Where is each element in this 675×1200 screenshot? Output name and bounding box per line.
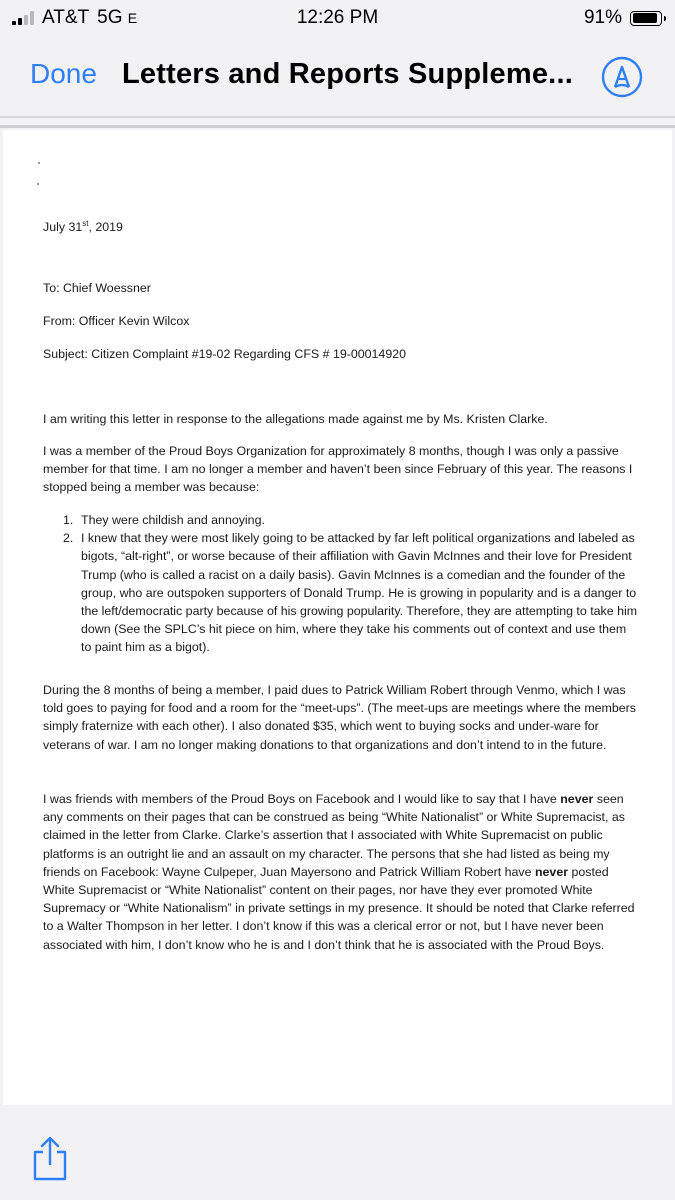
date-text: July 31 — [43, 220, 83, 235]
date-suffix: st — [82, 219, 89, 228]
paragraph-facebook-bold2: never — [534, 864, 569, 879]
scan-speck — [38, 162, 40, 164]
done-button[interactable]: Done — [30, 58, 97, 89]
reasons-list — [43, 511, 638, 657]
battery-fill — [633, 13, 658, 23]
network-suffix: E — [127, 10, 138, 26]
network-label: 5G — [97, 7, 123, 28]
battery-percent: 91% — [583, 7, 622, 28]
paragraph-membership: I was a member of the Proud Boys Organization for approximately 8 months, though I was only a passive member for that time. I am no longer a member and haven’t been since February of this year. The reasons I stopped being a member was because: — [43, 444, 633, 495]
markup-pen-icon[interactable] — [601, 56, 643, 98]
letter-subject: Subject: Citizen Complaint #19-02 Regarding CFS # 19-00014920 — [43, 347, 406, 361]
document-title: Letters and Reports Suppleme... — [122, 58, 573, 90]
page-top-edge — [0, 125, 675, 128]
letter-from: From: Officer Kevin Wilcox — [43, 314, 190, 328]
paragraph-facebook-bold1: never — [560, 792, 594, 806]
status-bar — [0, 0, 675, 36]
letter-to: To: Chief Woessner — [43, 281, 151, 295]
status-right — [584, 7, 662, 29]
battery-icon — [630, 11, 662, 26]
paragraph-facebook-part1: I was friends with members of the Proud Boys on Facebook and I would like to say that I have — [43, 792, 561, 806]
status-time: 12:26 PM — [296, 7, 379, 28]
paragraph-facebook-part3: posted White Supremacist or “White Nationalist” content on their pages, nor have they ever promoted White Supremacy or “White Nationalism” in private settings in my presence. It should be noted that Clarke referred to a Walter Thompson in her letter. I don’t know if this was a clerical error or not, but I have never been associated with him, I don’t know who he is and I don’t think that he is associated with the Proud Boys. — [43, 864, 635, 952]
paragraph-dues: During the 8 months of being a member, I paid dues to Patrick William Robert through Venmo, which I was told goes to paying for food and a room for the “meet-ups”. (The meet-ups are meetings where the members simply fraternize with each other). I also donated $35, which went to buying socks and under-ware for veterans of war. I am no longer making donations to that organizations and don’t intend to in the future. — [43, 683, 636, 752]
carrier-label: AT&T — [42, 7, 90, 28]
list-text: I knew that they were most likely going to be attacked by far left political organizations and labeled as bigots, “alt-right”, or worse because of their affiliation with Gavin McInnes and their love for President Trump (who is called a racist on a daily basis). Gavin McInnes is a comedian and the founder of the group, who are outspoken supporters of Donald Trump. He is growing in popularity and is a danger to the left/democratic party because of his growing popularity. Therefore, they are attempting to take him down (See the SPLC’s hit piece on him, where they take his comments out of context and use them to paint him as a bigot). — [81, 531, 638, 655]
scan-speck — [37, 183, 39, 185]
paragraph-facebook — [43, 790, 638, 954]
paragraph-intro: I am writing this letter in response to the allegations made against me by Ms. Kristen Clarke. — [43, 412, 548, 426]
navigation-bar — [0, 36, 675, 116]
letter-date — [43, 215, 123, 236]
list-item — [43, 511, 638, 529]
list-number: 2. — [63, 531, 74, 546]
navbar-divider — [0, 116, 675, 118]
list-number: 1. — [63, 513, 74, 527]
list-text: They were childish and annoying. — [81, 513, 265, 527]
date-year: , 2019 — [88, 220, 123, 235]
bottom-toolbar — [0, 1105, 675, 1200]
share-icon[interactable] — [30, 1135, 70, 1183]
document-page[interactable] — [3, 130, 672, 1105]
list-item — [43, 529, 638, 656]
paragraph-facebook-part2: seen any comments on their pages that can be construed as being “White Nationalist” or White Supremacist, as claimed in the letter from Clarke. Clarke’s assertion that I associated with White Supremacist on public platforms is an outright lie and an assault on my character. The persons that she had listed as being my friends on Facebook: Wayne Culpeper, Juan Mayersono and Patrick William Robert have — [43, 792, 625, 879]
